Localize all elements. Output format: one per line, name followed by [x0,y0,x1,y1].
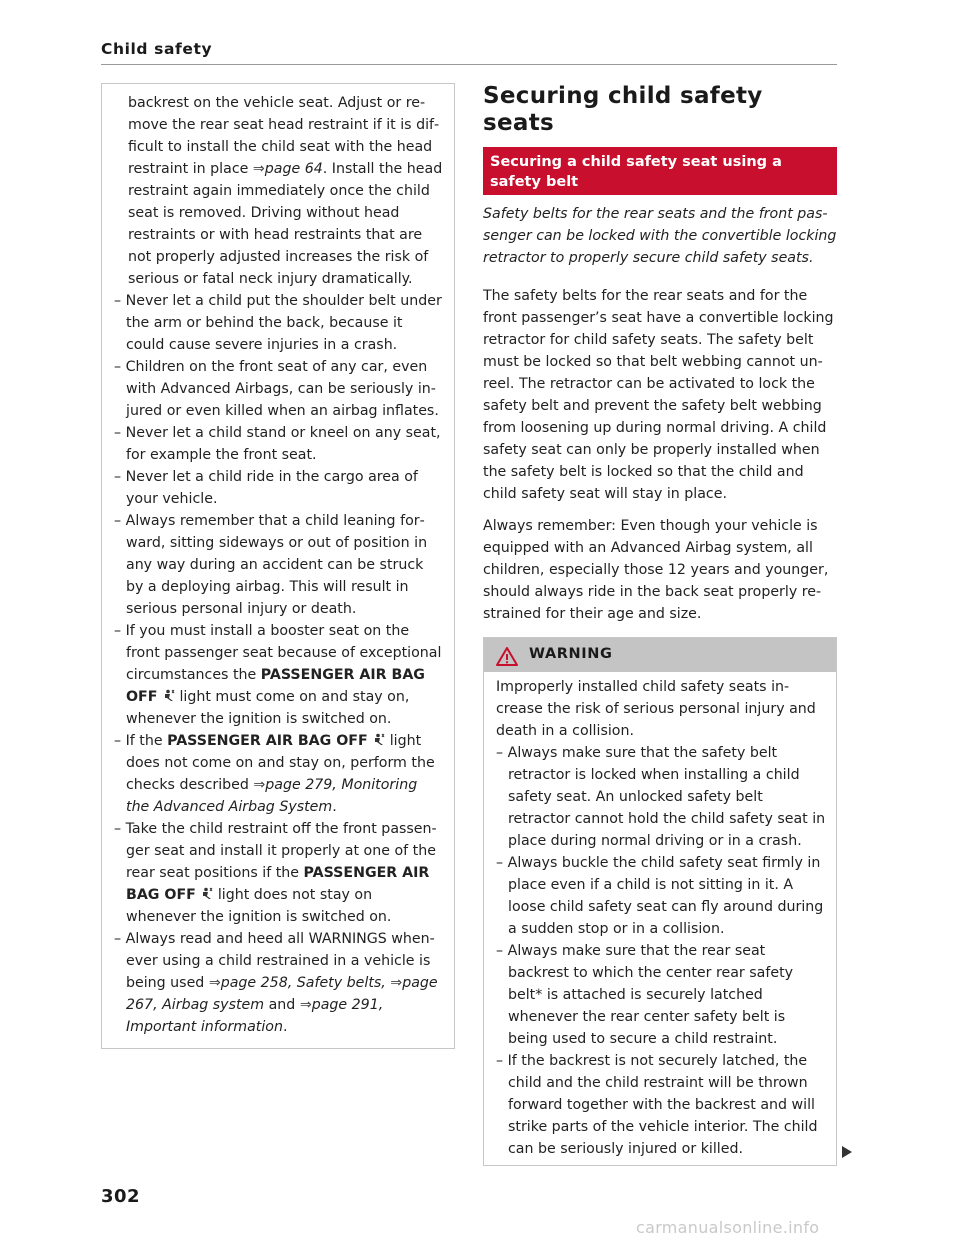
page-reference-link[interactable]: page 64 [264,161,323,177]
page-reference-link[interactable]: page 267, Airbag system [126,975,438,1013]
warning-triangle-icon [496,647,518,666]
list-item: – Never let a child ride in the cargo area of your vehicle. [114,469,418,507]
warning-list [496,742,826,1160]
page-reference-link[interactable]: page 291, Important information [126,997,384,1035]
cross-reference-arrow-icon: ⇒ [299,997,312,1013]
header-divider [101,64,837,65]
header-title: Child safety [101,40,213,58]
list-item: – Always read and heed all WARNINGS whenever using a child restrained in a vehicle is being used ⇒page 258, Safety belts, ⇒page 267, Airbag system and ⇒page 291, Important information. [114,931,438,1035]
warning-lead: Improperly installed child safety seats increase the risk of serious personal injury and death in a collision. [496,679,816,739]
list-item: – Always make sure that the safety belt retractor is locked when installing a child safety seat. An unlocked safety belt retractor cannot hold the child safety seat in place during normal driving or in a crash. [496,745,826,849]
list-item: – Never let a child stand or kneel on any seat, for example the front seat. [114,425,441,463]
cross-reference-arrow-icon: ⇒ [253,777,266,793]
list-item: – If you must install a booster seat on the front passenger seat because of exceptional circumstances the PASSENGER AIR BAG OFF light must come on and stay on, whenever the ignition is switched on. [114,623,442,727]
continued-paragraph-tail: . Install the head restraint again immediately once the child seat is removed. Driving without head restraints or with head restraints that are not properly adjusted increases the risk of serious or fatal neck injury dramatically. [128,161,443,287]
page-reference-link[interactable]: page 258, Safety belts, [220,975,386,991]
body-paragraph: Always remember: Even though your vehicle is equipped with an Advanced Airbag system, all children, especially those 12 years and younger, should always ride in the back seat properly restrained for their age and size. [483,518,829,622]
cross-reference-arrow-icon: ⇒ [208,975,221,991]
warning-box [483,637,837,1166]
continued-paragraph: backrest on the vehicle seat. Adjust or remove the rear seat head restraint if it is difficult to install the child seat with the head restraint in place [128,95,440,177]
subsection-title-bar [483,147,837,195]
list-item: – If the PASSENGER AIR BAG OFF light does not come on and stay on, perform the checks described ⇒page 279, Monitoring the Advanced Airbag System. [114,733,435,815]
list-item: – If the backrest is not securely latched, the child and the child restraint will be thrown forward together with the backrest and will strike parts of the vehicle interior. The child can be seriously injured or killed. [496,1053,818,1157]
page-reference-link[interactable]: page 279, Monitoring the Advanced Airbag System [126,777,418,815]
continued-next-page-icon [841,1145,853,1159]
warning-header [484,638,836,672]
list-item: – Always remember that a child leaning forward, sitting sideways or out of position in any way during an accident can be struck by a deploying airbag. This will result in serious personal injury or death. [114,513,428,617]
airbag-off-label: PASSENGER AIR BAG OFF [126,667,425,705]
list-item: – Take the child restraint off the front passenger seat and install it properly at one of the rear seat positions if the PASSENGER AIR BAG OFF light does not stay on whenever the ignition is switched on. [114,821,437,925]
cross-reference-arrow-icon: ⇒ [390,975,403,991]
section-intro: Safety belts for the rear seats and the front passenger can be locked with the convertible locking retractor to properly secure child safety seats. [483,206,837,266]
warning-list [114,290,444,1038]
airbag-off-icon [200,887,213,900]
list-item: – Always buckle the child safety seat firmly in place even if a child is not sitting in it. A loose child safety seat can fly around during a sudden stop or in a collision. [496,855,824,937]
continued-warning-text [114,92,444,1038]
page-number: 302 [101,1186,141,1207]
list-item: – Never let a child put the shoulder belt under the arm or behind the back, because it could cause severe injuries in a crash. [114,293,442,353]
airbag-off-icon [372,733,385,746]
list-item: – Children on the front seat of any car, even with Advanced Airbags, can be seriously injured or even killed when an airbag inflates. [114,359,439,419]
body-paragraph: The safety belts for the rear seats and for the front passenger’s seat have a convertible locking retractor for child safety seats. The safety belt must be locked so that belt webbing cannot unreel. The retractor can be activated to lock the safety belt and prevent the safety belt webbing from loosening up during normal driving. A child safety seat can only be properly installed when the safety belt is locked so that the child and child safety seat will stay in place. [483,288,834,502]
watermark: carmanualsonline.info [636,1218,820,1237]
subsection-title: Securing a child safety seat using a safety belt [490,154,782,190]
airbag-off-label: PASSENGER AIR BAG OFF [126,865,430,903]
warning-body [496,676,826,1160]
list-item: – Always make sure that the rear seat backrest to which the center rear safety belt* is attached is securely latched whenever the rear center safety belt is being used to secure a child restraint. [496,943,794,1047]
cross-reference-arrow-icon: ⇒ [252,161,265,177]
airbag-off-label: PASSENGER AIR BAG OFF [167,733,368,749]
warning-label: WARNING [529,646,613,662]
airbag-off-icon [162,689,175,702]
continued-warning-box [101,83,455,1049]
section-title: Securing child safety seats [483,83,763,136]
